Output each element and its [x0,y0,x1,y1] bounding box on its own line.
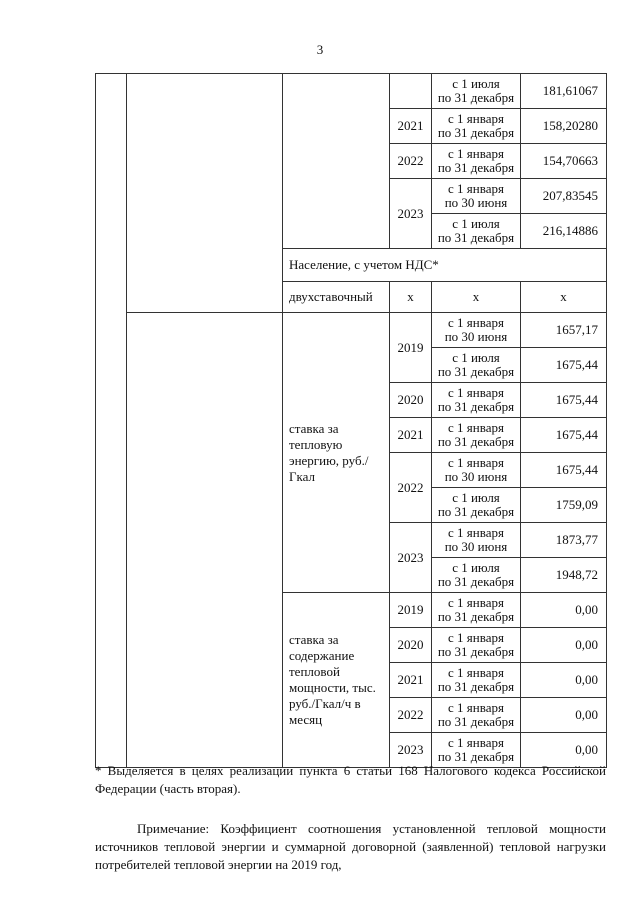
period-cell: с 1 июля по 31 декабря [432,348,521,383]
value-cell: 216,14886 [521,214,607,249]
period-cell: с 1 июля по 31 декабря [432,488,521,523]
value-cell: 0,00 [521,663,607,698]
year-cell: 2021 [390,109,432,144]
year-cell: 2022 [390,698,432,733]
x-cell: x [521,282,607,313]
period-cell: с 1 января по 31 декабря [432,144,521,179]
value-cell: 158,20280 [521,109,607,144]
value-cell: 0,00 [521,628,607,663]
value-cell: 0,00 [521,593,607,628]
value-cell: 1675,44 [521,383,607,418]
period-cell: с 1 июля по 31 декабря [432,214,521,249]
note-text: Примечание: Коэффициент соотношения установленной тепловой мощности источников тепловой энергии и суммарной договорной (заявленной) тепловой нагрузки потребителей тепловой энергии на 2019 год, [95,821,606,872]
x-cell: x [390,282,432,313]
year-cell: 2020 [390,383,432,418]
value-cell: 181,61067 [521,74,607,109]
year-cell: 2021 [390,418,432,453]
value-cell: 1675,44 [521,418,607,453]
value-cell: 1873,77 [521,523,607,558]
empty-cell-col3 [283,74,390,249]
year-cell: 2023 [390,733,432,768]
period-cell: с 1 января по 31 декабря [432,418,521,453]
period-cell: с 1 января по 31 декабря [432,663,521,698]
period-cell: с 1 января по 31 декабря [432,628,521,663]
tariff-table [95,73,607,768]
value-cell: 1759,09 [521,488,607,523]
year-cell: 2022 [390,453,432,523]
period-cell: с 1 января по 31 декабря [432,733,521,768]
period-cell: с 1 января по 30 июня [432,523,521,558]
year-cell: 2022 [390,144,432,179]
value-cell: 154,70663 [521,144,607,179]
year-cell: 2020 [390,628,432,663]
year-cell: 2023 [390,179,432,249]
value-cell: 207,83545 [521,179,607,214]
table-row [96,313,607,348]
period-cell: с 1 января по 31 декабря [432,383,521,418]
section-header: Население, с учетом НДС* [283,249,607,282]
note-paragraph [95,820,606,874]
table-row [96,74,607,109]
period-cell: с 1 января по 30 июня [432,313,521,348]
year-cell: 2023 [390,523,432,593]
empty-cell-col2 [127,313,283,768]
year-cell [390,74,432,109]
tariff-type-label: двухставочный [283,282,390,313]
value-cell: 1948,72 [521,558,607,593]
energy-rate-label: ставка за тепловую энергию, руб./Гкал [283,313,390,593]
period-cell: с 1 января по 31 декабря [432,698,521,733]
period-cell: с 1 января по 31 декабря [432,109,521,144]
year-cell: 2019 [390,313,432,383]
empty-cell-col1 [96,74,127,768]
year-cell: 2019 [390,593,432,628]
period-cell: с 1 января по 30 июня [432,453,521,488]
capacity-rate-label: ставка за содержание тепловой мощности, тыс. руб./Гкал/ч в месяц [283,593,390,768]
empty-cell-col2 [127,74,283,313]
value-cell: 1675,44 [521,453,607,488]
value-cell: 1675,44 [521,348,607,383]
page-number: 3 [316,42,324,57]
value-cell: 0,00 [521,733,607,768]
period-cell: с 1 июля по 31 декабря [432,558,521,593]
value-cell: 0,00 [521,698,607,733]
footnote: * Выделяется в целях реализации пункта 6 статьи 168 Налогового кодекса Российской Федерации (часть вторая). [95,763,606,796]
year-cell: 2021 [390,663,432,698]
period-cell: с 1 июля по 31 декабря [432,74,521,109]
period-cell: с 1 января по 31 декабря [432,593,521,628]
value-cell: 1657,17 [521,313,607,348]
x-cell: x [432,282,521,313]
period-cell: с 1 января по 30 июня [432,179,521,214]
